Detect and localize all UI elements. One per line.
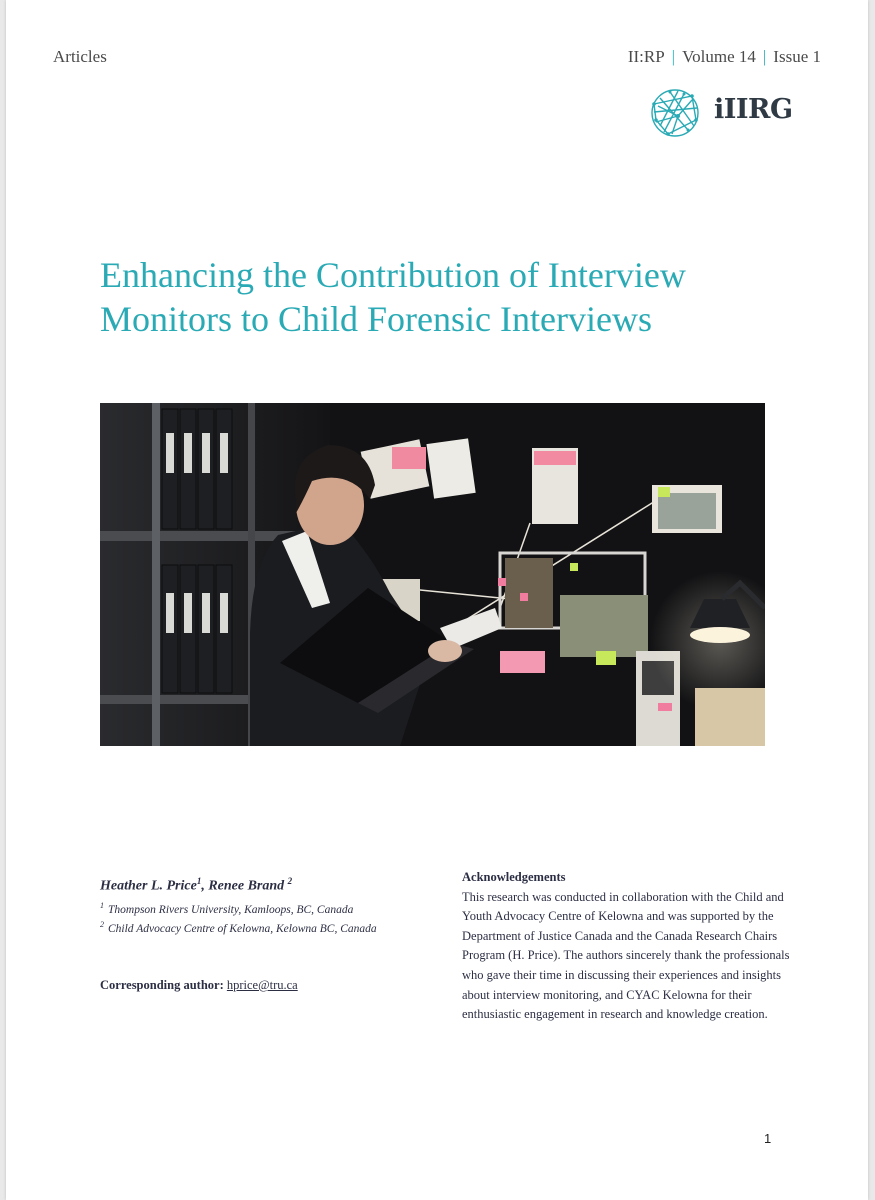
separator: | [762,47,767,66]
section-label: Articles [53,47,107,66]
author-name: Renee Brand [208,878,285,894]
affiliation-text: Child Advocacy Centre of Kelowna, Kelowna BC, Canada [108,922,377,935]
affiliation-line [100,901,353,916]
journal-issue-info [628,47,821,67]
corresponding-author [100,978,298,993]
volume-label: Volume 14 [682,47,756,66]
journal-name: II:RP [627,47,665,66]
iiirg-logo [648,86,808,140]
author-name: Heather L. Price [100,878,197,894]
page [6,0,868,1200]
corresponding-label: Corresponding author: [100,978,224,992]
affiliation-number: 1 [100,901,104,910]
affiliation-marker: 1 [196,876,202,886]
article-title: Enhancing the Contribution of Interview Monitors to Child Forensic Interviews [100,255,686,339]
affiliation-line [100,920,377,935]
affiliation-number: 2 [100,920,104,929]
issue-label: Issue 1 [773,47,821,66]
page-number: 1 [764,1131,772,1146]
author-line: Heather L. Price$^1$, Renee Brand $^2$ [100,876,293,894]
acknowledgements-section [462,868,792,1025]
corresponding-email-link[interactable]: hprice@tru.ca [226,978,298,992]
affiliation-marker: 2 [287,876,293,886]
affiliation-text: Thompson Rivers University, Kamloops, BC, Canada [108,903,354,916]
globe-network-icon [648,86,702,140]
acknowledgements-body: This research was conducted in collaboration with the Child and Youth Advocacy Centre of Kelowna and was supported by the Department of Justice Canada and the Canada Research Chairs Program (H. Price). The authors sincerely thank the professionals who gave their time in discussing their experiences and insights about interview monitoring, and CYAC Kelowna for their enthusiastic engagement in research and knowledge creation. [462,889,790,1022]
separator: | [671,47,676,66]
acknowledgements-heading: Acknowledgements [462,870,566,884]
logo-text: iIIRG [714,94,793,125]
hero-photo [100,403,765,746]
